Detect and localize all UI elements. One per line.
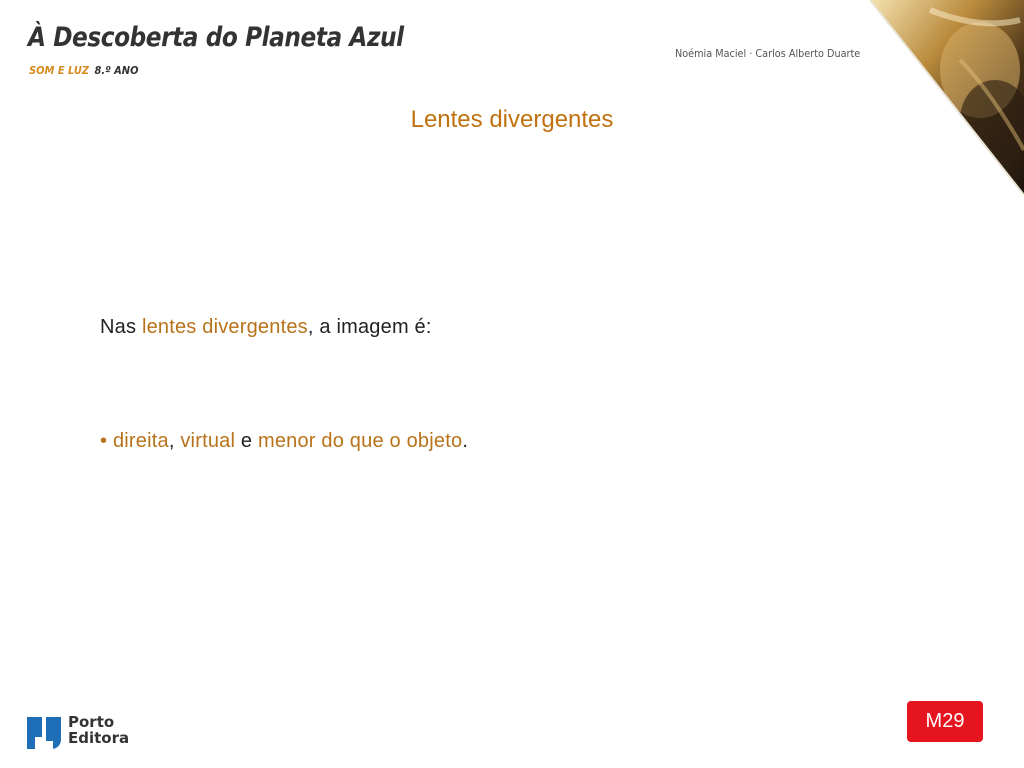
book-subtitle bbox=[29, 64, 138, 77]
property-upright: direita bbox=[112, 430, 169, 452]
text-suffix: , a imagem é: bbox=[307, 316, 432, 338]
slide-title: Lentes divergentes bbox=[410, 106, 614, 133]
property-virtual: virtual bbox=[180, 430, 236, 452]
publisher-name-line2: Editora bbox=[68, 729, 130, 747]
separator: , bbox=[168, 430, 181, 452]
separator: . bbox=[462, 430, 469, 452]
topic-label: SOM E LUZ bbox=[29, 64, 90, 77]
module-badge: M29 bbox=[907, 701, 983, 742]
cover-photo-image bbox=[870, 0, 1024, 195]
separator: e bbox=[235, 430, 258, 452]
text-prefix: Nas bbox=[100, 316, 142, 338]
porto-editora-icon bbox=[27, 717, 65, 749]
text-line-intro bbox=[100, 316, 432, 339]
property-smaller: menor do que o objeto bbox=[257, 430, 463, 452]
highlight-lens-type: lentes divergentes bbox=[141, 316, 308, 338]
grade-label: 8.º ANO bbox=[94, 64, 139, 77]
authors: Noémia Maciel · Carlos Alberto Duarte bbox=[675, 47, 861, 60]
book-title: À Descoberta do Planeta Azul bbox=[28, 22, 404, 53]
bullet-item-image-properties bbox=[100, 430, 468, 453]
publisher-name bbox=[68, 714, 129, 746]
bullet-icon: • bbox=[100, 430, 113, 452]
publisher-name-line1: Porto bbox=[68, 713, 115, 731]
